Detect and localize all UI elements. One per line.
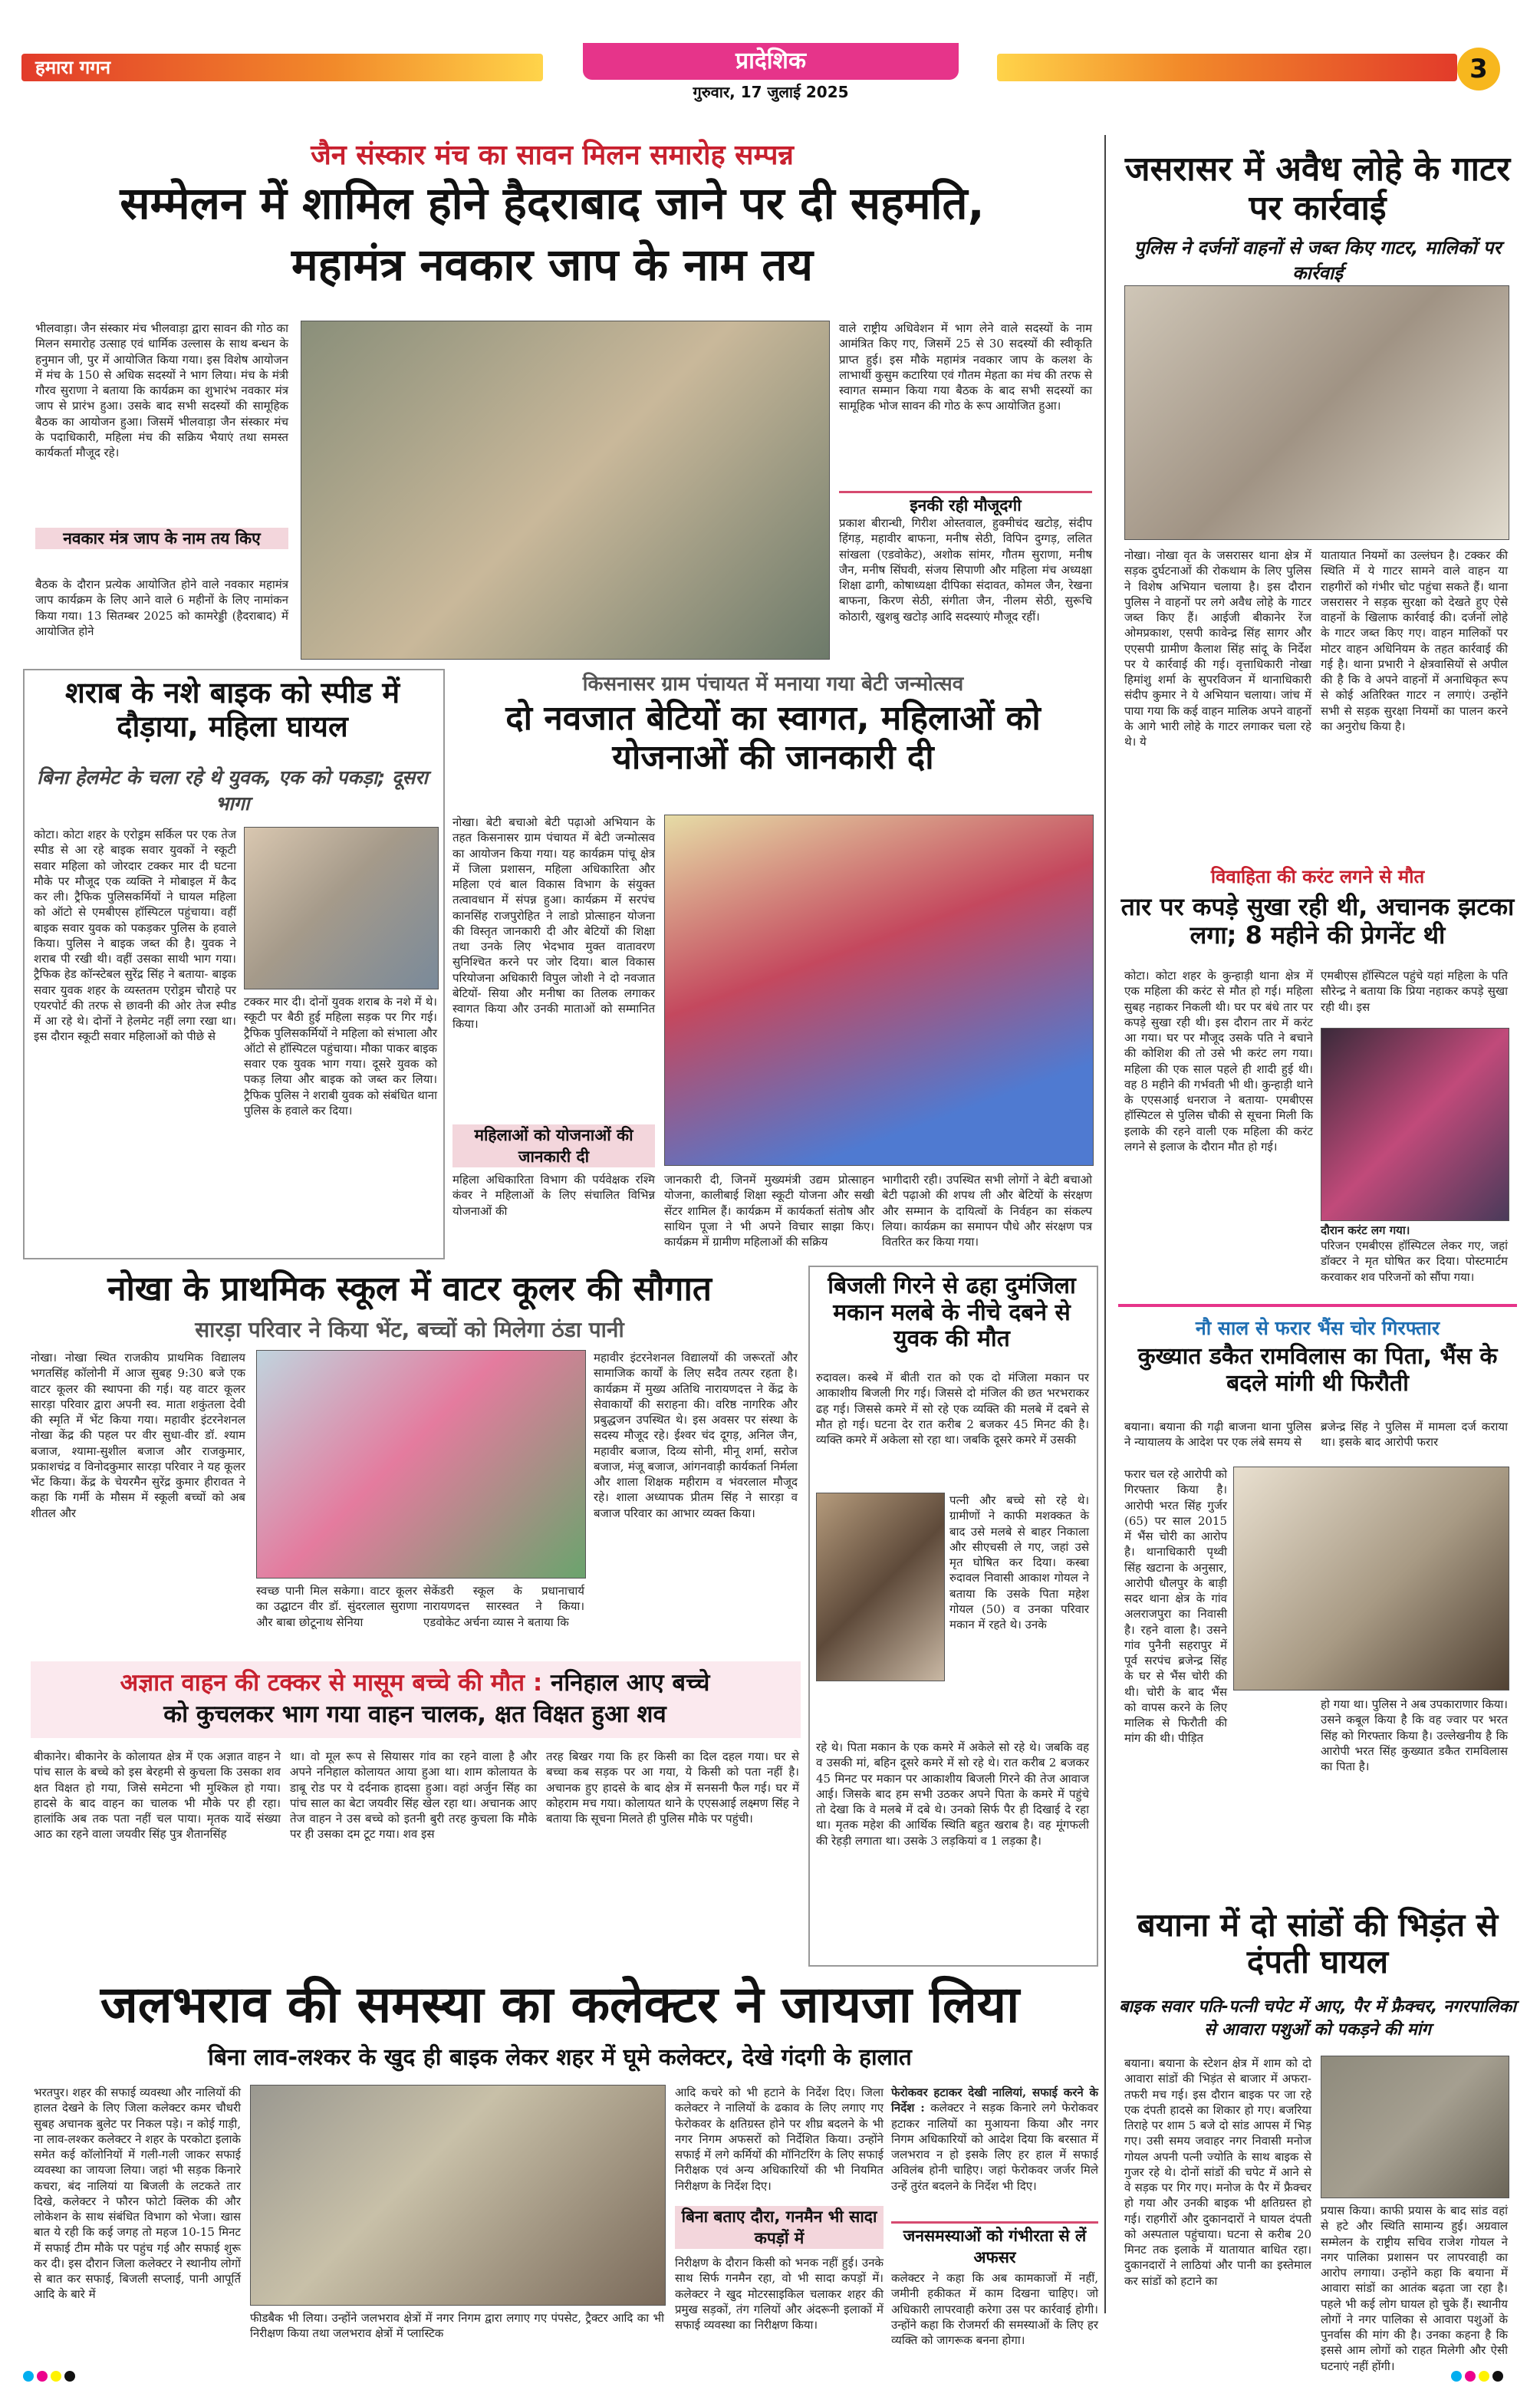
story2-headline: शराब के नशे बाइक को स्पीड में दौड़ाया, महिला घायल	[64, 676, 400, 743]
story6-body-left: फरार चल रहे आरोपी को गिरफ्तार किया है। आरोपी भरत सिंह गुर्जर (65) पर साल 2015 में भैंस चोरी का आरोप है। थानाधिकारी पृथ्वी सिंह खटाना के अनुसार, आरोपी धौलपुर के बाड़ी सदर थाना क्षेत्र के गांव अलराजपुरा का निवासी है। रहने वाला है। उसने गांव पुनैनी सहरापुर में पूर्व सरपंच ब्रजेन्द्र सिंह के घर से भैंस चोरी की थी। चोरी के बाद भैंस को वापस करने के लिए मालिक से फिरौती की मांग की थी। पीड़ित	[1124, 1467, 1227, 1746]
story9-body-mid: आदि कचरे को भी हटाने के निर्देश दिए। जिला कलेक्टर ने नालियों के ढकाव के लिए लगाए गए फेरोकवर के क्षतिग्रस्त होने पर शीघ्र बदलने के भी नगर निगम अफसरों को निर्देशित किया। उन्होंने सफाई में लगे कर्मियों की मॉनिटरिंग के लिए सफाई निरीक्षक एवं अन्य अधिकारियों की भी नियमित निरीक्षण के निर्देश दिए।	[675, 2086, 884, 2193]
story4-photo	[256, 1350, 586, 1579]
column-divider	[1104, 135, 1106, 2313]
paper-name: हमारा गगन	[35, 57, 111, 78]
story3-kicker: किसनासर ग्राम पंचायत में मनाया गया बेटी जन्मोत्सव	[582, 673, 964, 696]
story1-kicker: जैन संस्कार मंच का सावन मिलन समारोह सम्पन्न	[311, 140, 794, 171]
story9-sub: बिना लाव-लश्कर के खुद ही बाइक लेकर शहर में घूमे कलेक्टर, देखे गंदगी के हालात	[208, 2044, 912, 2071]
story9-body-right-text: कलेक्टर ने सड़क किनारे लगे फेरोकवर हटाकर नालियों का मुआयना किया और नगर निगम अधिकारियों को आदेश दिया कि बरसात में जलभराव न हो इसके लिए हर हाल में सफाई अविलंब होनी चाहिए। जहां फेरोकवर जर्जर मिले उन्हें तुरंत बदलने के निर्देश भी दिए।	[891, 2101, 1098, 2193]
story7-body-col1: बीकानेर। बीकानेर के कोलायत क्षेत्र में एक अज्ञात वाहन ने पांच साल के बच्चे को इस बेरहमी से कुचला कि उसका शव क्षत विक्षत हो गया, जिसे समेटना भी मुश्किल हो गया। हादसे के बाद वाहन का चालक भी मौके पर ही रहा। हालांकि अब तक पता नहीं चल पाया। मृतक यादें संख्या आठ का रहने वाला जयवीर सिंह पुत्र शैतानसिंह	[34, 1750, 281, 1842]
story3-subhead: महिलाओं को योजनाओं की जानकारी दी	[452, 1124, 655, 1167]
story-r1-body-left: नोखा। नोखा वृत के जसरासर थाना क्षेत्र में सड़क दुर्घटनाओं की रोकथाम के लिए पुलिस ने विशेष अभियान चलाया है। इस दौरान पुलिस ने वाहनों पर लगे अवैध लोहे के गाटर जब्त किए हैं। आईजी बीकानेर रेंज ओमप्रकाश, एसपी कावेन्द्र सिंह सागर और एएसपी ग्रामीण कैलाश सिंह सांदू के निर्देश पर ये कार्रवाई की गई। वृत्ताधिकारी नोखा हिमांशु शर्मा के सुपरविजन में थानाधिकारी संदीप कुमार ने ये अभियान चलाया। जांच में पाया गया कि कई वाहन मालिक अपने वाहनों के आगे भारी लोहे के गाटर लगाकर चला रहे थे। ये	[1124, 548, 1311, 749]
story-r2-body-left: कोटा। कोटा शहर के कुन्हाड़ी थाना क्षेत्र में एक महिला की करंट से मौत हो गई। महिला सुबह नहाकर निकली थी। घर पर बंधे तार पर कपड़े सुखा रही थी। इस दौरान तार में करंट आ गया। घर पर मौजूद उसके पति ने बचाने की कोशिश की तो उसे भी करंट लग गया। महिला की एक साल पहले ही शादी हुई थी। वह 8 महीने की गर्भवती भी थी। कुन्हाड़ी थाने के एएसआई धनराज ने बताया- एमबीएस हॉस्पिटल से पुलिस चौकी से सूचना मिली कि इलाके की रहने वाली एक महिला की करंट लगने से इलाज के दौरान मौत हो गई।	[1124, 969, 1313, 1154]
masthead-bar-right	[997, 54, 1457, 81]
story2-body-left: कोटा। कोटा शहर के एरोड्रम सर्किल पर एक तेज स्पीड से आ रहे बाइक सवार युवकों ने स्कूटी सवार महिला को जोरदार टक्कर मार दी घटना मौके पर मौजूद एक व्यक्ति ने मोबाइल में कैद कर ली। ट्रैफिक पुलिसकर्मियों ने घायल महिला को ऑटो से एमबीएस हॉस्पिटल पहुंचाया। वहीं बाइक सवार युवक को पकड़कर पुलिस के हवाले किया। पुलिस ने बाइक जब्त की है। युवक ने शराब पी रखी थी। वहीं उसका साथी भाग गया। ट्रैफिक हेड कॉन्स्टेबल सुरेंद्र सिंह ने बताया- बाइक सवार युवक शहर के व्यस्ततम एरोड्रम चौराहे पर एयरपोर्ट की तरफ से छावनी की ओर तेज स्पीड में आ रहे थे। दोनों ने हेलमेट नहीं लगा रखा था। इस दौरान स्कूटी सवार महिलाओं को पीछे से	[34, 828, 236, 1044]
story9-body-mid2: निरीक्षण के दौरान किसी को भनक नहीं हुई। उनके साथ सिर्फ गनमैन रहा, वो भी सादा कपड़ों में। कलेक्टर ने खुद मोटरसाइकिल चलाकर शहर की प्रमुख सड़कों, तंग गलियों और अंदरूनी इलाकों में सफाई व्यवस्था का निरीक्षण किया।	[675, 2256, 884, 2332]
story-r2-caption: दौरान करंट लग गया।	[1321, 1223, 1410, 1237]
story-r2-kicker: विवाहिता की करंट लगने से मौत	[1210, 866, 1425, 887]
story5-body-side: पत्नी और बच्चे सो रहे थे। ग्रामीणों ने काफी मशक्कत के बाद उसे मलबे से बाहर निकाला और सीएचसी ले गए, जहां उसे मृत घोषित कर दिया। कस्बा रुदावल निवासी आकाश गोयल ने बताया कि उसके पिता महेश गोयल (50) व उनका परिवार मकान में रहते थे। उनके	[949, 1493, 1089, 1631]
story4-headline: नोखा के प्राथमिक स्कूल में वाटर कूलर की सौगात	[107, 1269, 712, 1309]
story-r1-photo	[1124, 285, 1509, 540]
story4-body-left: नोखा। नोखा स्थित राजकीय प्राथमिक विद्यालय भगतसिंह कॉलोनी में आज सुबह 9:30 बजे एक वाटर कूलर की स्थापना की गई। यह वाटर कूलर सारड़ा परिवार द्वारा अपनी स्व. माता शकुंतला देवी की स्मृति में भेंट किया गया। महावीर इंटरनेशनल नोखा केंद्र की पहल पर वीर सुधा-वीर डॉ. श्याम बजाज, श्यामा-सुशील बजाज और राजकुमार, प्रकाशचंद्र व विनोदकुमार सारड़ा परिवार ने यह कूलर भेंट किया। केंद्र के चेयरमैन सुरेंद्र कुमार हीरावत ने कहा कि गर्मी के मौसम में स्कूली बच्चों को अब शीतल और	[31, 1351, 245, 1520]
story6-body-top-right: ब्रजेन्द्र सिंह ने पुलिस में मामला दर्ज कराया था। इसके बाद आरोपी फरार	[1321, 1420, 1508, 1450]
page-number-badge: 3	[1457, 48, 1500, 91]
story8-body-left: बयाना। बयाना के स्टेशन क्षेत्र में शाम को दो आवारा सांडों की भिड़ंत से बाजार में अफरा-तफरी मच गई। इस दौरान बाइक पर जा रहे एक दंपती हादसे का शिकार हो गए। बजरिया तिराहे पर शाम 5 बजे दो सांड आपस में भिड़ गए। उसी समय जवाहर नगर निवासी मनोज गोयल अपनी पत्नी ज्योति के साथ बाइक से गुजर रहे थे। दोनों सांडों की चपेट में आने से वे सड़क पर गिर गए। मनोज के पैर में फ्रैक्चर हो गया और उनकी बाइक भी क्षतिग्रस्त हो गई। राहगीरों और दुकानदारों ने घायल दंपती को अस्पताल पहुंचाया। घटना से करीब 20 मिनट तक इलाके में यातायात बाधित रहा। दुकानदारों ने लाठियां और पानी का इस्तेमाल कर सांडों को हटाने का	[1124, 2056, 1311, 2288]
section-tab: प्रादेशिक	[583, 43, 959, 80]
story4-caption: स्वच्छ पानी मिल सकेगा। वाटर कूलर का उद्घाटन वीर डॉ. सुंदरलाल सुराणा और बाबा छोटूनाथ सेनिया	[256, 1584, 417, 1629]
story-r1-sub: पुलिस ने दर्जनों वाहनों से जब्त किए गाटर, मालिकों पर कार्रवाई	[1134, 237, 1502, 284]
story-r2-body-right-bottom: परिजन एमबीएस हॉस्पिटल लेकर गए, जहां डॉक्टर ने मृत घोषित कर दिया। पोस्टमार्टम करवाकर शव परिजनों को सौंपा गया।	[1321, 1239, 1508, 1284]
story1-body-right: वाले राष्ट्रीय अधिवेशन में भाग लेने वाले सदस्यों के नाम आमंत्रित किए गए, जिसमें 25 से 30 सदस्यों की स्वीकृति प्राप्त हुई। इस मौके महामंत्र नवकार जाप के कलश के लाभार्थी कुसुम कटारिया एवं गौतम मेहता का मंच की तरफ से स्वागत सम्मान किया गया बैठक के बाद सभी सदस्यों का सामूहिक भोज सावन की गोठ के रूप आयोजित हुआ।	[839, 321, 1092, 413]
story6-body-top-left: बयाना। बयाना की गढ़ी बाजना थाना पुलिस ने न्यायालय के आदेश पर एक लंबे समय से	[1124, 1420, 1311, 1450]
story-r2-headline: तार पर कपड़े सुखा रही थी, अचानक झटका लगा; 8 महीने की प्रेगनेंट थी	[1120, 892, 1515, 950]
story8-headline: बयाना में दो सांडों की भिड़ंत से दंपती घायल	[1137, 1906, 1499, 1981]
story5-photo	[816, 1493, 945, 1681]
story6-headline: कुख्यात डकैत रामविलास का पिता, भैंस के बदले मांगी थी फिरौती	[1137, 1343, 1498, 1397]
story6-body-right: हो गया था। पुलिस ने अब उपकाराणार किया। उसने कबूल किया है कि वह ज्वार पर भरत सिंह को गिरफ्तार किया है। उल्लेखनीय है कि आरोपी भरत सिंह कुख्यात डकैत रामविलास का पिता है।	[1321, 1697, 1508, 1773]
story2-body-right: टक्कर मार दी। दोनों युवक शराब के नशे में थे। स्कूटी पर बैठी हुई महिला सड़क पर गिर गई। ट्रैफिक पुलिसकर्मियों ने महिला को संभाला और ऑटो से हॉस्पिटल पहुंचाया। मौका पाकर बाइक सवार एक युवक भाग गया। दूसरे युवक को पकड़ लिया और बाइक को जब्त कर लिया। ट्रैफिक पुलिस ने शराबी युवक को संबंधित थाना पुलिस के हवाले कर दिया।	[244, 995, 437, 1118]
story4-caption2: सेकेंडरी स्कूल के प्रधानाचार्य नारायणदत्त सारस्वत ने किया। एडवोकेट अर्चना व्यास ने बताया कि	[423, 1584, 584, 1629]
story9-subhead-mid: बिना बताए दौरा, गनमैन भी सादा कपड़ों में	[675, 2206, 884, 2249]
story3-body-left2: महिला अधिकारिता विभाग की पर्यवेक्षक रश्मि कंवर ने महिलाओं के लिए संचालित विभिन्न योजनाओं की	[452, 1173, 655, 1218]
story2-photo	[244, 827, 439, 989]
story5-body-bottom: रहे थे। पिता मकान के एक कमरे में अकेले सो रहे थे। जबकि वह व उसकी मां, बहिन दूसरे कमरे में सो रहे थे। रात करीब 2 बजकर 45 मिनट पर मकान पर आकाशीय बिजली गिरने की तेज आवाज आई। जिसके बाद हम सभी उठकर अपने पिता के कमरे में पहुंचे तो देखा कि वे मलबे में दबे थे। उनको सिर्फ पैर ही दिखाई दे रहा था। मृतक महेश की आर्थिक स्थिति बहुत खराब है। वह मूंगफली की रेहड़ी लगाता था। उसके 3 लड़कियां व 1 लड़का है।	[816, 1740, 1089, 1848]
story9-body-right-bold: फेरोकवर हटाकर देखी नालियां, सफाई करने के निर्देश :	[891, 2086, 1098, 2115]
print-registration-marks-left	[23, 2370, 78, 2384]
story5-body-top: रुदावल। कस्बे में बीती रात को एक दो मंजिला मकान पर आकाशीय बिजली गिर गई। जिससे दो मंजिल की छत भरभराकर ढह गई। जिससे कमरे में सो रहे एक व्यक्ति की मलबे में दबने से मौत हो गई। घटना देर रात करीब 2 बजकर 45 मिनट की है। व्यक्ति कमरे में अकेला सो रहा था। जबकि दूसरे कमरे में उसकी	[816, 1371, 1089, 1447]
story9-headline: जलभराव की समस्या का कलेक्टर ने जायजा लिया	[100, 1975, 1020, 2034]
story-r1-headline: जसरासर में अवैध लोहे के गाटर पर कार्रवाई	[1124, 150, 1511, 228]
story9-caption: फीडबैक भी लिया। उन्होंने जलभराव क्षेत्रों में नगर निगम द्वारा लगाए गए पंपसेट, ट्रैक्टर आदि का भी निरीक्षण किया तथा जलभराव क्षेत्रों में प्लास्टिक	[250, 2311, 664, 2341]
story9-subhead-right: जनसमस्याओं को गंभीरता से लें अफसर	[891, 2221, 1098, 2268]
story9-photo	[250, 2085, 666, 2306]
story9-body-left: भरतपुर। शहर की सफाई व्यवस्था और नालियों की हालत देखने के लिए जिला कलेक्टर कमर चौधरी सुबह अचानक बुलेट पर निकल पड़े। न कोई गाड़ी, ना लाव-लश्कर कलेक्टर ने शहर के परकोटा इलाके समेत कई कॉलोनियों में गली-गली जाकर सफाई व्यवस्था का जायजा लिया। जहां भी सड़क किनारे कचरा, बंद नालियां या बिजली के लटकते तार दिखे, कलेक्टर ने फौरन फोटो क्लिक की और लोकेशन के साथ संबंधित विभाग को भेजा। खास बात ये रही कि कई जगह तो महज 10-15 मिनट में सफाई टीम मौके पर पहुंच गई और सफाई शुरू कर दी। इस दौरान जिला कलेक्टर ने स्थानीय लोगों से बात कर सफाई, बिजली सप्लाई, पानी आपूर्ति आदि के बारे में	[34, 2086, 241, 2302]
story8-sub: बाइक सवार पति-पत्नी चपेट में आए, पैर में फ्रैक्चर, नगरपालिका से आवारा पशुओं को पकड़ने की मांग	[1119, 1997, 1516, 2040]
story4-sub: सारड़ा परिवार ने किया भेंट, बच्चों को मिलेगा ठंडा पानी	[195, 1317, 624, 1342]
story3-body-left: नोखा। बेटी बचाओ बेटी पढ़ाओ अभियान के तहत किसनासर ग्राम पंचायत में बेटी जन्मोत्सव का आयोजन किया गया। यह कार्यक्रम पांचू क्षेत्र में जिला प्रशासन, महिला अधिकारिता और महिला एवं बाल विकास विभाग के संयुक्त तत्वावधान में संपन्न हुआ। कार्यक्रम में सरपंच कानसिंह राजपुरोहित ने लाडो प्रोत्साहन योजना की विस्तृत जानकारी दी और बेटियों की शिक्षा तथा उनके लिए भेदभाव मुक्त वातावरण सुनिश्चित करने पर जोर दिया। बाल विकास परियोजना अधिकारी विपुल जोशी ने दो नवजात बेटियों- सिया और मनीषा का तिलक लगाकर स्वागत किया और उनकी माताओं को सम्मानित किया।	[452, 815, 655, 1032]
story3-body-right: भागीदारी रही। उपस्थित सभी लोगों ने बेटी बचाओ बेटी पढ़ाओ की शपथ ली और बेटियों के संरक्षण और सम्मान के दायित्वों के निर्वहन का संकल्प लिया। कार्यक्रम का समापन पौधे और संरक्षण पत्र वितरित कर किया गया।	[882, 1173, 1092, 1249]
print-registration-marks-right	[1451, 2370, 1506, 2384]
story3-headline: दो नवजात बेटियों का स्वागत, महिलाओं को योजनाओं की जानकारी दी	[505, 699, 1041, 777]
story-r2-body-right-top: एमबीएस हॉस्पिटल पहुंचे यहां महिला के पति सौरेन्द्र ने बताया कि प्रिया नहाकर कपड़े सुखा रही थी। इस	[1321, 969, 1508, 1014]
issue-date: गुरुवार, 17 जुलाई 2025	[693, 83, 849, 101]
story1-group-photo	[301, 321, 830, 660]
story1-subhead-left: नवकार मंत्र जाप के नाम तय किए	[35, 528, 288, 549]
story1-subhead-right: इनकी रही मौजूदगी	[839, 491, 1092, 516]
story1-body-right2: प्रकाश बीरान्धी, गिरीश ओस्तवाल, हुक्मीचंद खटोड़, संदीप हिंगड़, महावीर बाफना, मनीष सेठी, विपिन दुग्गड़, ललित सांखला (एडवोकेट), अशोक सांमर, गौतम सुराणा, मनीष जैन, मनीष सिंघवी, संजय सिपाणी और महिला मंच अध्यक्षा शिक्षा ढागी, कोषाध्यक्षा दीपिका संदावत, कोमल जैन, रेखना बाफना, किरण सेठी, संगीता जैन, नीलम सेठी, सुरूचि कोठारी, खुशबु खटोड़ आदि सदस्याएं मौजूद रहीं।	[839, 516, 1092, 624]
story8-body-right: प्रयास किया। काफी प्रयास के बाद सांड वहां से हटे और स्थिति सामान्य हुई। अग्रवाल सम्मेलन के राष्ट्रीय सचिव राजेश गोयल ने नगर पालिका प्रशासन पर लापरवाही का आरोप लगाया। उन्होंने कहा कि बयाना में आवारा सांडों का आतंक बढ़ता जा रहा है। पहले भी कई लोग घायल हो चुके हैं। स्थानीय लोगों ने नगर पालिका से आवारा पशुओं के पुनर्वास की मांग की है। उनका कहना है कि इससे आम लोगों को राहत मिलेगी और ऐसी घटनाएं नहीं होंगी।	[1321, 2204, 1508, 2373]
story7-body-col3: तरह बिखर गया कि हर किसी का दिल दहल गया। घर से बच्चा कब सड़क पर आ गया, ये किसी को पता नहीं है। अचानक हुए हादसे के बाद क्षेत्र में सनसनी फैल गई। घर में कोहराम मच गया। कोलायत थाने के एएसआई लक्ष्मण सिंह ने बताया कि सूचना मिलते ही पुलिस मौके पर पहुंची।	[546, 1750, 799, 1826]
masthead-bar-left	[21, 54, 543, 81]
story1-body-left2: बैठक के दौरान प्रत्येक आयोजित होने वाले नवकार महामंत्र जाप कार्यक्रम के लिए आने वाले 6 महीनों के लिए नामांकन किया गया। 13 सितम्बर 2025 को कामरेड्डी (हैदराबाद) में आयोजित होने	[35, 578, 288, 638]
story9-body-right	[891, 2085, 1098, 2215]
story4-body-right: महावीर इंटरनेशनल विद्यालयों की जरूरतों और सामाजिक कार्यों के लिए सदैव तत्पर रहता है। कार्यक्रम में मुख्य अतिथि नारायणदत्त ने केंद्र के सेवाकार्यों की सराहना की। वरिष्ठ नागरिक और प्रबुद्धजन उपस्थित थे। इस अवसर पर संस्था के सदस्य मौजूद रहे। ईश्वर चंद दूगड़, अनिल जैन, महावीर बजाज, दिव्य सोनी, मीनू शर्मा, सरोज बजाज, मंजू बजाज, आंगनवाड़ी कार्यकर्ता निर्मला और शाला शिक्षक महीराम व भंवरलाल मौजूद रहे। शाला अध्यापक प्रीतम सिंह ने सारड़ा व बजाज परिवार का आभार व्यक्त किया।	[594, 1351, 798, 1520]
story-r1-body-right: यातायात नियमों का उल्लंघन है। टक्कर की स्थिति में ये गाटर सामने वाले वाहन या राहगीरों को गंभीर चोट पहुंचा सकते हैं। थाना जसरासर ने सड़क सुरक्षा को देखते हुए ऐसे वाहनों के खिलाफ कार्रवाई की। दर्जनों लोहे के गाटर जब्त किए गए। वाहन मालिकों पर मोटर वाहन अधिनियम के तहत कार्रवाई की गई है। थाना प्रभारी ने क्षेत्रवासियों से अपील की है कि वे अपने वाहनों में अनाधिकृत रूप से कोई अतिरिक्त गाटर न लगाएं। उन्होंने सभी से सड़क सुरक्षा नियमों का पालन करने का अनुरोध किया है।	[1321, 548, 1508, 733]
story6-kicker: नौ साल से फरार भैंस चोर गिरफ्तार	[1195, 1317, 1440, 1339]
story3-body-mid: जानकारी दी, जिनमें मुख्यमंत्री उद्यम प्रोत्साहन योजना, कालीबाई शिक्षा स्कूटी योजना और सखी सेंटर शामिल हैं। कार्यक्रम में कार्यकर्ता संतोष और साथिन पूजा ने भी अपने विचार साझा किए। कार्यक्रम में ग्रामीण महिलाओं की सक्रिय	[664, 1173, 874, 1249]
story7-kicker-red: अज्ञात वाहन की टक्कर से मासूम बच्चे की मौत :	[120, 1669, 543, 1697]
story1-body-left: भीलवाड़ा। जैन संस्कार मंच भीलवाड़ा द्वारा सावन की गोठ का मिलन समारोह उत्साह एवं धार्मिक उल्लास के साथ बन्धन के हनुमान जी, पुर में आयोजित किया गया। इस विशेष आयोजन में मंच के 150 से अधिक सदस्यों ने भाग लिया। मंच के मंत्री गौरव सुराणा ने बताया कि कार्यक्रम का शुभारंभ नवकार मंत्र जाप से प्रारंभ हुआ। उसके बाद सभी सदस्यों की सामूहिक बैठक का आयोजन हुआ। जिसमें भीलवाड़ा जैन संस्कार मंच के पदाधिकारी, महिला मंच की सक्रिय भैयाएं तथा समस्त कार्यकर्ता मौजूद रहे।	[35, 321, 288, 459]
story7-body-col2: था। वो मूल रूप से सियासर गांव का रहने वाला है और अपने ननिहाल कोलायत आया हुआ था। शाम कोलायत के डाबू रोड पर ये दर्दनाक हादसा हुआ। वहां अर्जुन सिंह का पांच साल का बेटा जयवीर सिंह खेल रहा था। अचानक आए तेज वाहन ने उस बच्चे को इतनी बुरी तरह कुचला कि मौके पर ही उसका दम टूट गया। शव इस	[290, 1750, 537, 1842]
story7-headline-line2: को कुचलकर भाग गया वाहन चालक, क्षत विक्षत हुआ शव	[163, 1700, 666, 1728]
story1-headline-line2: महामंत्र नवकार जाप के नाम तय	[291, 239, 814, 291]
story8-photo	[1321, 2056, 1509, 2198]
story-r2-photo	[1321, 1028, 1509, 1221]
story3-photo	[664, 815, 1094, 1166]
story9-body-right2: कलेक्टर ने कहा कि अब कामकाजों में नहीं, जमीनी हकीकत में काम दिखना चाहिए। जो अधिकारी लापरवाही करेगा उस पर कार्रवाई होगी। उन्होंने कहा कि रोजमर्रा की समस्याओं के लिए हर व्यक्ति को जागरूक बनना होगा।	[891, 2271, 1098, 2347]
story7-kicker-black: ननिहाल आए बच्चे	[551, 1669, 710, 1697]
story1-headline-line1: सम्मेलन में शामिल होने हैदराबाद जाने पर दी सहमति,	[120, 177, 985, 229]
story5-headline: बिजली गिरने से ढहा दुमंजिला मकान मलबे के नीचे दबने से युवक की मौत	[828, 1272, 1076, 1352]
story6-photo	[1233, 1467, 1509, 1691]
story2-sub: बिना हेलमेट के चला रहे थे युवक, एक को पकड़ा; दूसरा भागा	[37, 766, 428, 815]
story7-kicker-line	[35, 1666, 795, 1698]
story6-rule	[1118, 1304, 1517, 1307]
